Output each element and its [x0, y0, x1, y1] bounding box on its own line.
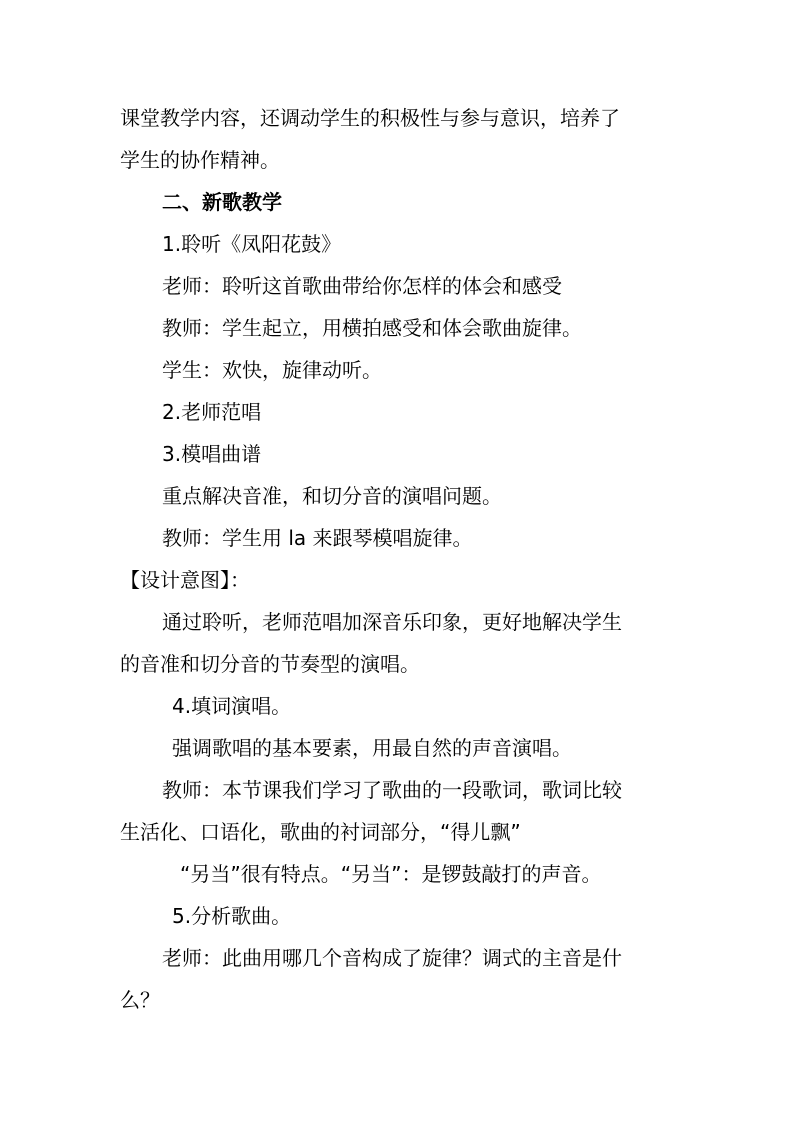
paragraph-line: 2.老师范唱	[162, 400, 262, 424]
paragraph-line: 教师：本节课我们学习了歌曲的一段歌词，歌词比较	[162, 778, 622, 802]
paragraph-line: 4.填词演唱。	[172, 694, 292, 718]
section-heading: 二、新歌教学	[162, 190, 282, 214]
paragraph-line: 教师：学生起立，用横拍感受和体会歌曲旋律。	[162, 316, 582, 340]
paragraph-line: 3.模唱曲谱	[162, 442, 262, 466]
paragraph-line: 老师：聆听这首歌曲带给你怎样的体会和感受	[162, 274, 562, 298]
paragraph-line: 强调歌唱的基本要素，用最自然的声音演唱。	[172, 736, 572, 760]
paragraph-line: 课堂教学内容，还调动学生的积极性与参与意识，培养了	[120, 106, 620, 130]
paragraph-line: 学生：欢快，旋律动听。	[162, 358, 382, 382]
paragraph-line: 教师：学生用 la 来跟琴模唱旋律。	[162, 526, 473, 550]
paragraph-line: 的音准和切分音的节奏型的演唱。	[120, 652, 420, 676]
paragraph-line: 5.分析歌曲。	[172, 904, 292, 928]
paragraph-line: 生活化、口语化，歌曲的衬词部分，“得儿飘”	[120, 820, 521, 844]
paragraph-line: 老师：此曲用哪几个音构成了旋律？调式的主音是什	[162, 946, 622, 970]
paragraph-line: 学生的协作精神。	[120, 148, 280, 172]
design-intent-heading: 【设计意图】：	[120, 568, 250, 592]
paragraph-line: 1.聆听《凤阳花鼓》	[162, 232, 342, 256]
paragraph-line: 通过聆听，老师范唱加深音乐印象，更好地解决学生	[162, 610, 622, 634]
paragraph-line: “另当”很有特点。“另当”：是锣鼓敲打的声音。	[180, 862, 602, 886]
paragraph-line: 重点解决音准，和切分音的演唱问题。	[162, 484, 502, 508]
paragraph-line: 么？	[120, 988, 160, 1012]
